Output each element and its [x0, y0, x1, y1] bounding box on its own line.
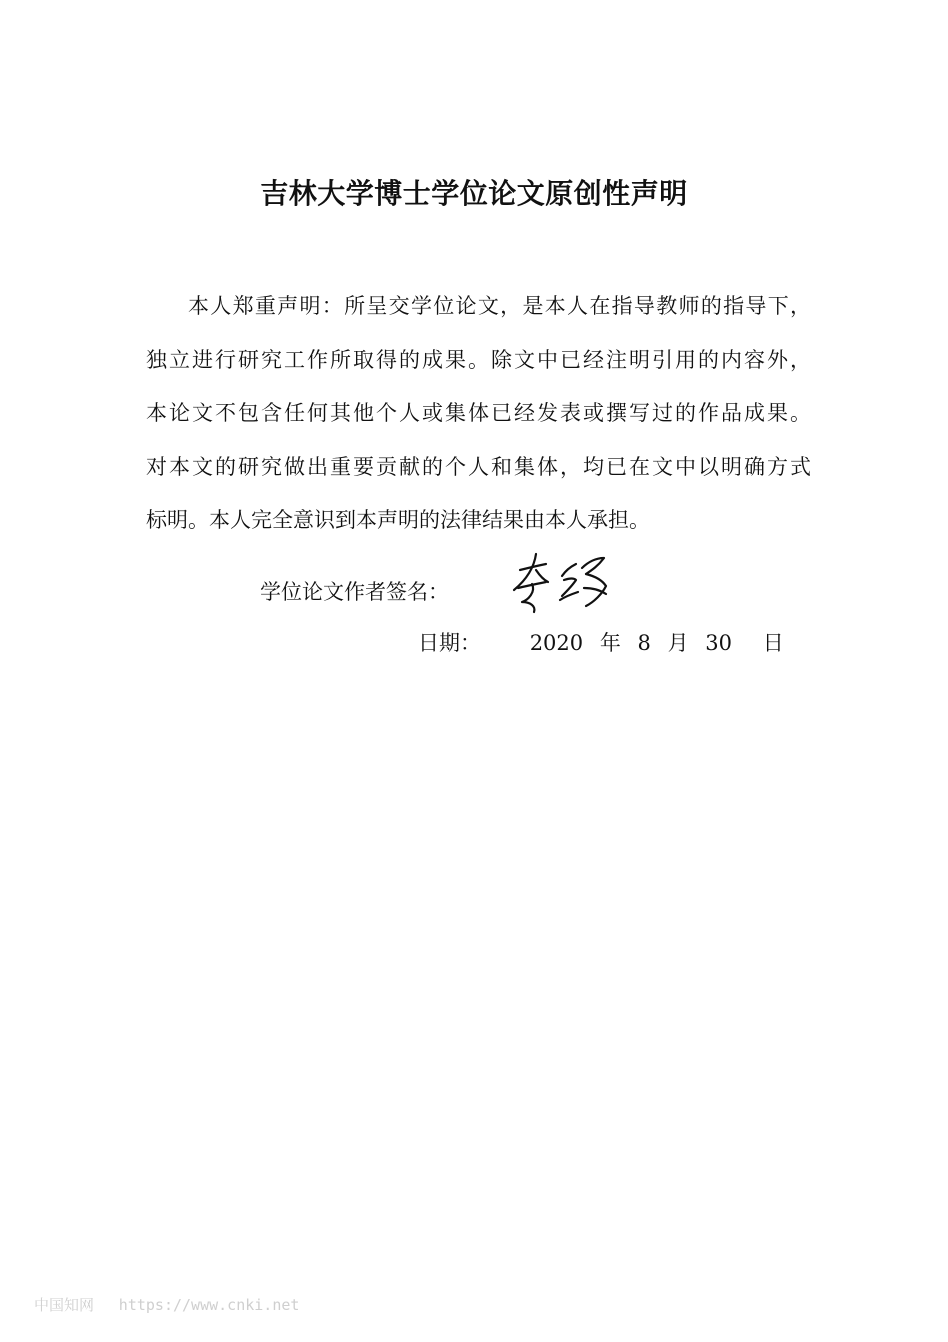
- date-year-unit: 年: [599, 631, 621, 655]
- date-month-unit: 月: [667, 631, 689, 655]
- paragraph-line: 标明。本人完全意识到本声明的法律结果由本人承担。: [146, 508, 650, 532]
- paragraph-line: 本人郑重声明：所呈交学位论文，是本人在指导教师的指导下，: [188, 294, 811, 318]
- date-day-unit: 日: [762, 631, 784, 655]
- date-label: 日期：: [418, 631, 481, 655]
- declaration-paragraph: [146, 280, 811, 548]
- date-row: [418, 626, 784, 660]
- watermark-text: 中国知网: [34, 1296, 95, 1314]
- paragraph-line: 对本文的研究做出重要贡献的个人和集体，均已在文中以明确方式: [146, 454, 811, 479]
- page-title: 吉林大学博士学位论文原创性声明: [260, 177, 688, 210]
- handwritten-signature: [506, 548, 616, 618]
- watermark-url: https://www.cnki.net: [118, 1296, 300, 1314]
- paragraph-line: 独立进行研究工作所取得的成果。除文中已经注明引用的内容外，: [146, 347, 811, 372]
- date-day: 30: [705, 631, 732, 655]
- date-month: 8: [637, 631, 651, 655]
- paragraph-line: 本论文不包含任何其他个人或集体已经发表或撰写过的作品成果。: [146, 401, 811, 425]
- date-year: 2020: [529, 631, 584, 655]
- footer-watermark: [34, 1294, 299, 1315]
- signature-label: 学位论文作者签名：: [260, 580, 449, 604]
